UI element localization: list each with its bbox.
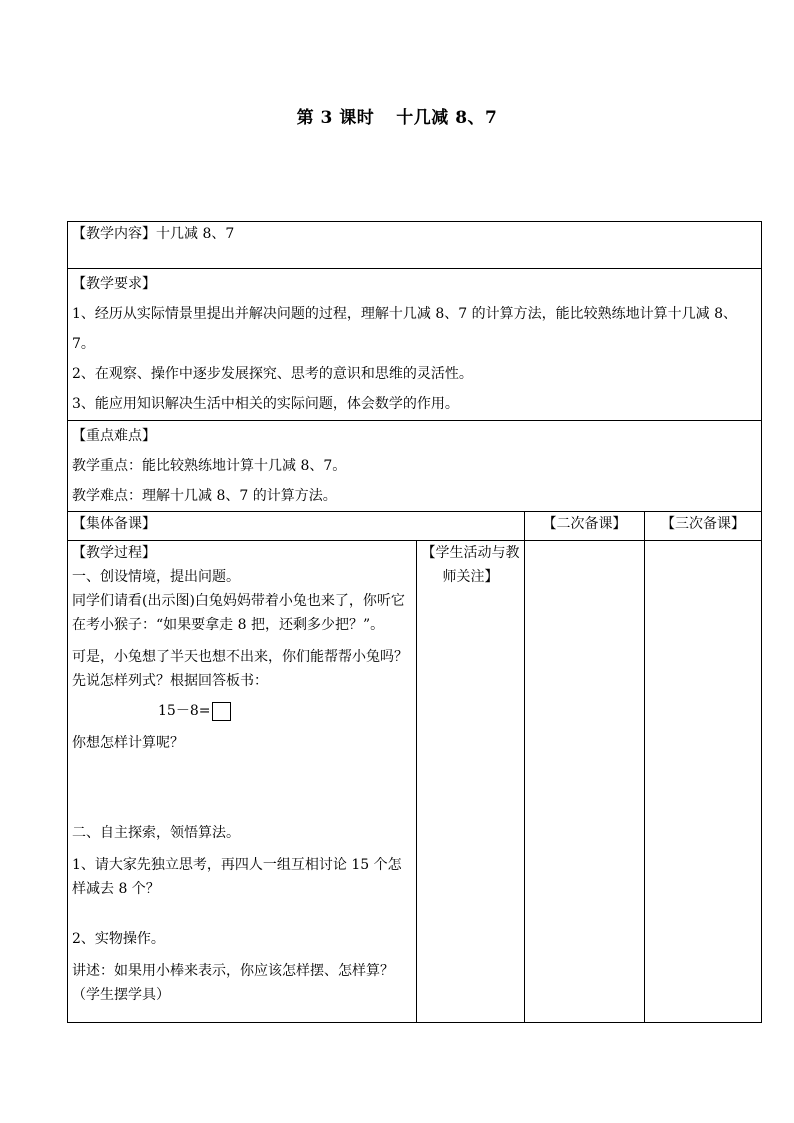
third-prep-cell (645, 541, 762, 1023)
key-points-row (68, 421, 762, 512)
formula (72, 699, 412, 723)
content-text: 十几减 8、7 (156, 226, 235, 242)
page-title (0, 103, 794, 128)
process-paragraph: 同学们请看(出示图)白兔妈妈带着小兔也来了，你听它在考小猴子：“如果要拿走 8 把，还剩多少把？”。 (72, 593, 405, 633)
requirements-cell (68, 269, 762, 421)
requirements-row (68, 269, 762, 421)
key-difficulty: 教学难点：理解十几减 8、7 的计算方法。 (72, 488, 337, 504)
third-header: 【三次备课】 (645, 512, 762, 541)
key-points-cell (68, 421, 762, 512)
process-paragraph: 你想怎样计算呢？ (72, 735, 184, 751)
student-activity-cell (417, 541, 525, 1023)
requirement-item: 3、能应用知识解决生活中相关的实际问题，体会数学的作用。 (72, 396, 459, 412)
process-paragraph: 可是，小兔想了半天也想不出来，你们能帮帮小兔吗？先说怎样列式？根据回答板书： (72, 649, 408, 689)
column-header-row (68, 512, 762, 541)
process-paragraph: 2、实物操作。 (72, 931, 165, 947)
content-cell (68, 222, 762, 269)
section-heading-1: 一、创设情境，提出问题。 (72, 569, 240, 585)
student-activity-label: 【学生活动与教师关注】 (421, 545, 520, 585)
process-cell (68, 541, 417, 1023)
lesson-number: 第 3 课时 (296, 108, 375, 128)
process-paragraph: 讲述：如果用小棒来表示，你应该怎样摆、怎样算？（学生摆学具） (72, 963, 394, 1003)
key-points-label: 【重点难点】 (72, 428, 156, 444)
second-prep-cell (525, 541, 645, 1023)
key-focus: 教学重点：能比较熟练地计算十几减 8、7。 (72, 458, 347, 474)
second-header: 【二次备课】 (525, 512, 645, 541)
requirement-item: 2、在观察、操作中逐步发展探究、思考的意识和思维的灵活性。 (72, 366, 473, 382)
lesson-plan-table (67, 221, 762, 1023)
process-label: 【教学过程】 (72, 545, 156, 561)
collective-header: 【集体备课】 (68, 512, 525, 541)
section-heading-2: 二、自主探索，领悟算法。 (72, 825, 240, 841)
requirement-item: 1、经历从实际情景里提出并解决问题的过程，理解十几减 8、7 的计算方法，能比较熟练地计算十几减 8、7。 (72, 306, 737, 352)
content-row (68, 222, 762, 269)
lesson-topic: 十几减 8、7 (396, 108, 498, 128)
process-row (68, 541, 762, 1023)
content-label: 【教学内容】 (72, 226, 156, 242)
requirements-label: 【教学要求】 (72, 276, 156, 292)
answer-box (212, 702, 231, 721)
process-paragraph: 1、请大家先独立思考，再四人一组互相讨论 15 个怎样减去 8 个？ (72, 857, 402, 897)
formula-text: 15－8= (158, 703, 211, 719)
